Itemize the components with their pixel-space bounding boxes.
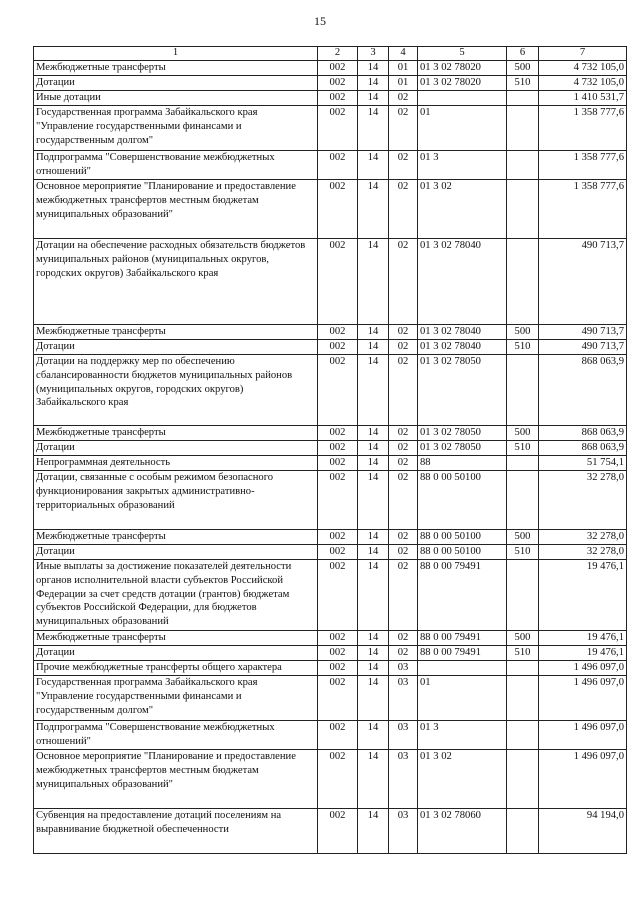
cell-subsection: 02 <box>389 239 418 325</box>
cell-name: Межбюджетные трансферты <box>34 61 318 76</box>
cell-section: 14 <box>358 340 389 355</box>
page-number: 15 <box>314 14 326 28</box>
cell-admin-code: 002 <box>318 560 358 631</box>
cell-admin-code: 002 <box>318 456 358 471</box>
cell-subsection: 01 <box>389 61 418 76</box>
table-row <box>34 61 627 76</box>
cell-admin-code: 002 <box>318 61 358 76</box>
cell-subsection: 02 <box>389 355 418 426</box>
cell-name: Непрограммная деятельность <box>34 456 318 471</box>
header-col-5: 5 <box>418 47 507 61</box>
cell-name: Государственная программа Забайкальского края "Управление государственными финансами и государственным долгом" <box>34 106 318 151</box>
table-row <box>34 426 627 441</box>
cell-subsection: 02 <box>389 91 418 106</box>
cell-target-article: 01 3 02 <box>418 180 507 239</box>
cell-sum: 32 278,0 <box>539 545 627 560</box>
cell-sum: 490 713,7 <box>539 239 627 325</box>
cell-admin-code: 002 <box>318 355 358 426</box>
cell-target-article: 01 3 02 78040 <box>418 340 507 355</box>
cell-expense-type: 510 <box>507 545 539 560</box>
cell-section: 14 <box>358 530 389 545</box>
cell-target-article: 01 3 02 78060 <box>418 809 507 854</box>
cell-sum: 1 358 777,6 <box>539 180 627 239</box>
cell-expense-type: 510 <box>507 646 539 661</box>
cell-section: 14 <box>358 180 389 239</box>
cell-sum: 51 754,1 <box>539 456 627 471</box>
cell-name: Основное мероприятие "Планирование и предоставление межбюджетных трансфертов местным бюджетам муниципальных образований" <box>34 180 318 239</box>
cell-target-article: 88 0 00 79491 <box>418 631 507 646</box>
table-row <box>34 661 627 676</box>
cell-section: 14 <box>358 545 389 560</box>
cell-sum: 490 713,7 <box>539 325 627 340</box>
cell-section: 14 <box>358 750 389 809</box>
cell-sum: 19 476,1 <box>539 560 627 631</box>
table-row <box>34 441 627 456</box>
cell-subsection: 02 <box>389 545 418 560</box>
cell-expense-type <box>507 239 539 325</box>
cell-sum: 32 278,0 <box>539 471 627 530</box>
header-col-3: 3 <box>358 47 389 61</box>
cell-target-article: 01 3 02 78050 <box>418 355 507 426</box>
cell-target-article: 88 0 00 79491 <box>418 646 507 661</box>
table-row <box>34 530 627 545</box>
cell-sum: 1 496 097,0 <box>539 721 627 750</box>
cell-name: Прочие межбюджетные трансферты общего характера <box>34 661 318 676</box>
cell-subsection: 02 <box>389 106 418 151</box>
cell-name: Дотации <box>34 441 318 456</box>
cell-section: 14 <box>358 325 389 340</box>
header-col-1: 1 <box>34 47 318 61</box>
cell-sum: 868 063,9 <box>539 355 627 426</box>
cell-sum: 19 476,1 <box>539 646 627 661</box>
cell-target-article: 88 <box>418 456 507 471</box>
cell-section: 14 <box>358 560 389 631</box>
table-row <box>34 750 627 809</box>
cell-admin-code: 002 <box>318 426 358 441</box>
cell-admin-code: 002 <box>318 325 358 340</box>
cell-admin-code: 002 <box>318 661 358 676</box>
header-col-6: 6 <box>507 47 539 61</box>
cell-target-article: 01 <box>418 676 507 721</box>
table-body <box>34 61 627 854</box>
cell-name: Дотации, связанные с особым режимом безопасного функционирования закрытых административно-территориальных образований <box>34 471 318 530</box>
cell-name: Подпрограмма "Совершенствование межбюджетных отношений" <box>34 151 318 180</box>
table-row <box>34 340 627 355</box>
cell-expense-type: 500 <box>507 325 539 340</box>
table-row <box>34 106 627 151</box>
cell-admin-code: 002 <box>318 721 358 750</box>
cell-admin-code: 002 <box>318 239 358 325</box>
cell-admin-code: 002 <box>318 106 358 151</box>
cell-section: 14 <box>358 426 389 441</box>
cell-section: 14 <box>358 809 389 854</box>
cell-name: Дотации на поддержку мер по обеспечению сбалансированности бюджетов муниципальных районов (муниципальных округов, городских округов) Забайкальского края <box>34 355 318 426</box>
table-row <box>34 325 627 340</box>
cell-expense-type <box>507 91 539 106</box>
table-row <box>34 76 627 91</box>
cell-expense-type <box>507 560 539 631</box>
table-row <box>34 456 627 471</box>
cell-section: 14 <box>358 76 389 91</box>
cell-admin-code: 002 <box>318 676 358 721</box>
cell-expense-type <box>507 750 539 809</box>
table-row <box>34 631 627 646</box>
cell-expense-type <box>507 721 539 750</box>
table-row <box>34 180 627 239</box>
table-row <box>34 545 627 560</box>
cell-sum: 490 713,7 <box>539 340 627 355</box>
cell-expense-type <box>507 106 539 151</box>
cell-target-article: 01 3 02 78040 <box>418 239 507 325</box>
cell-target-article: 01 3 02 78040 <box>418 325 507 340</box>
cell-admin-code: 002 <box>318 441 358 456</box>
cell-name: Дотации <box>34 646 318 661</box>
cell-sum: 1 496 097,0 <box>539 661 627 676</box>
cell-target-article: 01 3 02 78020 <box>418 76 507 91</box>
cell-section: 14 <box>358 456 389 471</box>
table-row <box>34 471 627 530</box>
cell-subsection: 02 <box>389 441 418 456</box>
cell-section: 14 <box>358 61 389 76</box>
table-row <box>34 151 627 180</box>
cell-subsection: 03 <box>389 809 418 854</box>
cell-admin-code: 002 <box>318 180 358 239</box>
cell-name: Иные дотации <box>34 91 318 106</box>
header-col-4: 4 <box>389 47 418 61</box>
cell-target-article: 88 0 00 50100 <box>418 545 507 560</box>
cell-name: Подпрограмма "Совершенствование межбюджетных отношений" <box>34 721 318 750</box>
cell-target-article <box>418 91 507 106</box>
cell-name: Дотации на обеспечение расходных обязательств бюджетов муниципальных районов (муниципальных округов, городских округов) Забайкальского края <box>34 239 318 325</box>
cell-section: 14 <box>358 631 389 646</box>
cell-subsection: 02 <box>389 560 418 631</box>
cell-expense-type <box>507 456 539 471</box>
cell-admin-code: 002 <box>318 471 358 530</box>
cell-subsection: 02 <box>389 340 418 355</box>
cell-expense-type <box>507 661 539 676</box>
cell-admin-code: 002 <box>318 750 358 809</box>
table-row <box>34 91 627 106</box>
cell-expense-type <box>507 180 539 239</box>
cell-target-article: 01 3 <box>418 721 507 750</box>
cell-target-article: 01 3 02 78050 <box>418 426 507 441</box>
cell-expense-type <box>507 676 539 721</box>
cell-target-article: 88 0 00 79491 <box>418 560 507 631</box>
cell-admin-code: 002 <box>318 545 358 560</box>
cell-subsection: 03 <box>389 676 418 721</box>
cell-sum: 1 358 777,6 <box>539 151 627 180</box>
cell-sum: 4 732 105,0 <box>539 61 627 76</box>
header-col-7: 7 <box>539 47 627 61</box>
cell-section: 14 <box>358 661 389 676</box>
cell-target-article: 01 <box>418 106 507 151</box>
cell-admin-code: 002 <box>318 91 358 106</box>
cell-expense-type <box>507 809 539 854</box>
cell-expense-type: 500 <box>507 61 539 76</box>
cell-admin-code: 002 <box>318 151 358 180</box>
cell-name: Дотации <box>34 545 318 560</box>
cell-name: Субвенция на предоставление дотаций поселениям на выравнивание бюджетной обеспеченности <box>34 809 318 854</box>
table-row <box>34 676 627 721</box>
cell-subsection: 02 <box>389 631 418 646</box>
cell-section: 14 <box>358 721 389 750</box>
cell-name: Межбюджетные трансферты <box>34 631 318 646</box>
table-row <box>34 560 627 631</box>
cell-subsection: 02 <box>389 180 418 239</box>
cell-name: Дотации <box>34 76 318 91</box>
cell-subsection: 02 <box>389 456 418 471</box>
cell-expense-type <box>507 355 539 426</box>
cell-target-article: 01 3 <box>418 151 507 180</box>
cell-admin-code: 002 <box>318 76 358 91</box>
cell-name: Межбюджетные трансферты <box>34 426 318 441</box>
cell-admin-code: 002 <box>318 631 358 646</box>
cell-target-article <box>418 661 507 676</box>
cell-sum: 94 194,0 <box>539 809 627 854</box>
cell-section: 14 <box>358 646 389 661</box>
cell-subsection: 03 <box>389 721 418 750</box>
cell-target-article: 01 3 02 78020 <box>418 61 507 76</box>
cell-target-article: 01 3 02 78050 <box>418 441 507 456</box>
cell-name: Межбюджетные трансферты <box>34 325 318 340</box>
cell-name: Дотации <box>34 340 318 355</box>
cell-name: Иные выплаты за достижение показателей деятельности органов исполнительной власти субъектов Российской Федерации за счет средств дотации (грантов) бюджетам субъектов Российской Федерации, для бюджетов муниципальных образований <box>34 560 318 631</box>
cell-section: 14 <box>358 151 389 180</box>
cell-sum: 32 278,0 <box>539 530 627 545</box>
table-row <box>34 809 627 854</box>
cell-sum: 19 476,1 <box>539 631 627 646</box>
budget-table <box>33 46 627 854</box>
cell-section: 14 <box>358 441 389 456</box>
cell-name: Основное мероприятие "Планирование и предоставление межбюджетных трансфертов местным бюджетам муниципальных образований" <box>34 750 318 809</box>
cell-expense-type <box>507 151 539 180</box>
cell-subsection: 03 <box>389 750 418 809</box>
cell-admin-code: 002 <box>318 646 358 661</box>
cell-expense-type: 500 <box>507 631 539 646</box>
cell-subsection: 02 <box>389 471 418 530</box>
cell-name: Государственная программа Забайкальского края "Управление государственными финансами и государственным долгом" <box>34 676 318 721</box>
header-row <box>34 47 627 61</box>
cell-subsection: 02 <box>389 646 418 661</box>
cell-expense-type: 510 <box>507 76 539 91</box>
cell-section: 14 <box>358 471 389 530</box>
cell-section: 14 <box>358 91 389 106</box>
cell-sum: 1 496 097,0 <box>539 750 627 809</box>
cell-expense-type: 510 <box>507 441 539 456</box>
header-col-2: 2 <box>318 47 358 61</box>
cell-sum: 868 063,9 <box>539 441 627 456</box>
cell-target-article: 01 3 02 <box>418 750 507 809</box>
cell-section: 14 <box>358 676 389 721</box>
cell-expense-type <box>507 471 539 530</box>
table-row <box>34 721 627 750</box>
cell-sum: 1 358 777,6 <box>539 106 627 151</box>
table-row <box>34 355 627 426</box>
cell-subsection: 02 <box>389 530 418 545</box>
cell-section: 14 <box>358 239 389 325</box>
cell-admin-code: 002 <box>318 340 358 355</box>
cell-target-article: 88 0 00 50100 <box>418 530 507 545</box>
cell-target-article: 88 0 00 50100 <box>418 471 507 530</box>
cell-sum: 1 410 531,7 <box>539 91 627 106</box>
cell-admin-code: 002 <box>318 530 358 545</box>
cell-expense-type: 510 <box>507 340 539 355</box>
cell-section: 14 <box>358 355 389 426</box>
cell-sum: 868 063,9 <box>539 426 627 441</box>
cell-subsection: 02 <box>389 151 418 180</box>
cell-subsection: 02 <box>389 325 418 340</box>
cell-subsection: 01 <box>389 76 418 91</box>
cell-section: 14 <box>358 106 389 151</box>
cell-sum: 4 732 105,0 <box>539 76 627 91</box>
cell-subsection: 03 <box>389 661 418 676</box>
table-row <box>34 239 627 325</box>
cell-admin-code: 002 <box>318 809 358 854</box>
cell-name: Межбюджетные трансферты <box>34 530 318 545</box>
cell-expense-type: 500 <box>507 530 539 545</box>
cell-expense-type: 500 <box>507 426 539 441</box>
cell-subsection: 02 <box>389 426 418 441</box>
cell-sum: 1 496 097,0 <box>539 676 627 721</box>
table-row <box>34 646 627 661</box>
